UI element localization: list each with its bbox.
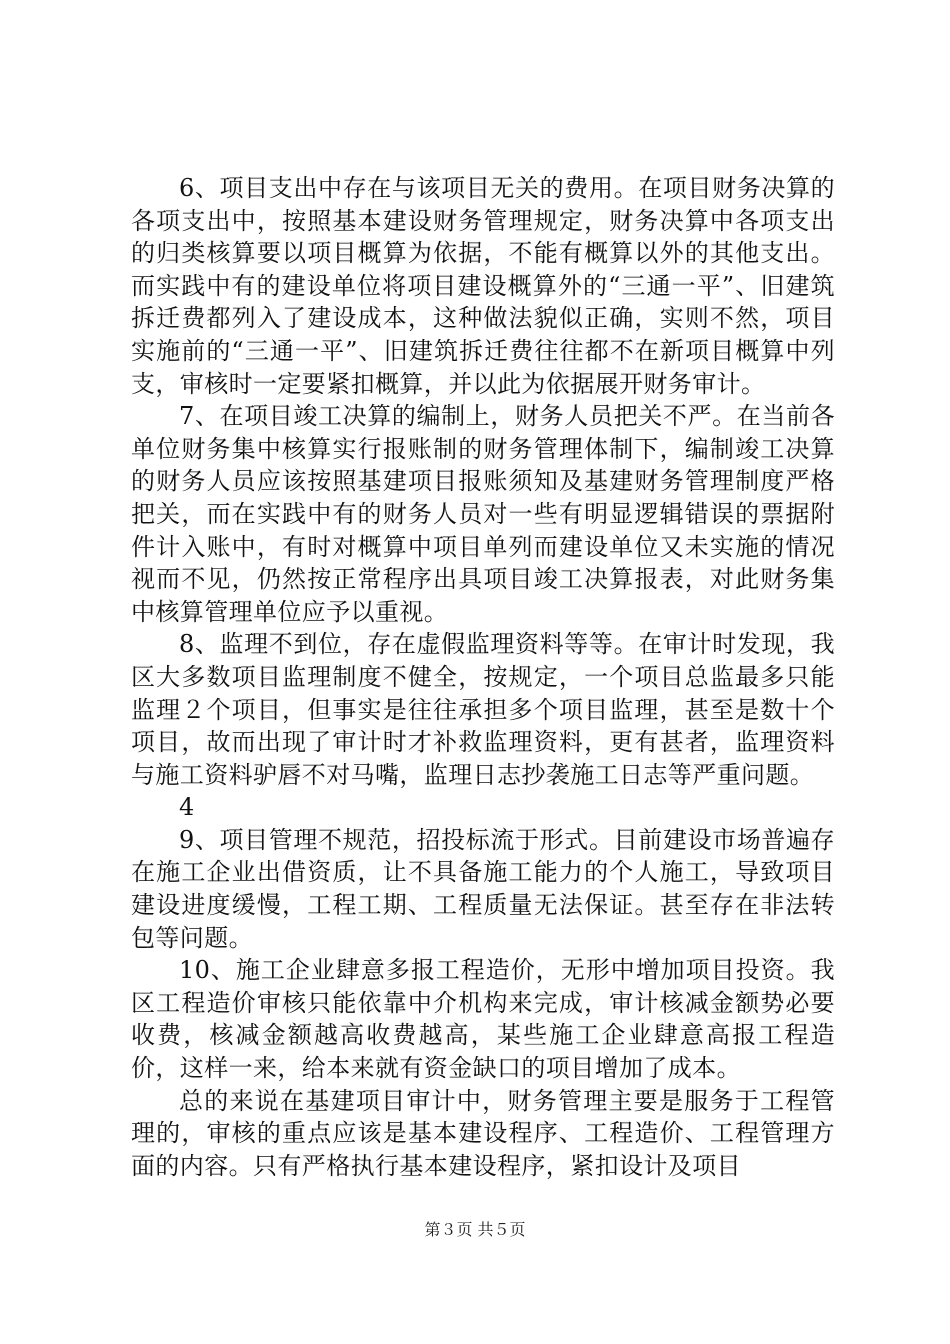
paragraph-item-6: 6、项目支出中存在与该项目无关的费用。在项目财务决算的各项支出中，按照基本建设财务管理规定，财务决算中各项支出的归类核算要以项目概算为依据，不能有概算以外的其他支出。而实践中有的建设单位将项目建设概算外的“三通一平”、旧建筑拆迁费都列入了建设成本，这种做法貌似正确，实则不然，项目实施前的“三通一平”、旧建筑拆迁费往往都不在新项目概算中列支，审核时一定要紧扣概算，并以此为依据展开财务审计。 bbox=[131, 174, 835, 398]
paragraph-item-9: 9、项目管理不规范，招投标流于形式。目前建设市场普遍存在施工企业出借资质，让不具备施工能力的个人施工，导致项目建设进度缓慢，工程工期、工程质量无法保证。甚至存在非法转包等问题。 bbox=[131, 825, 835, 952]
paragraph-item-8: 8、监理不到位，存在虚假监理资料等等。在审计时发现，我区大多数项目监理制度不健全，按规定，一个项目总监最多只能监理２个项目，但事实是往往承担多个项目监理，甚至是数十个项目，故而出现了审计时才补救监理资料，更有甚者，监理资料与施工资料驴唇不对马嘴，监理日志抄袭施工日志等严重问题。 bbox=[131, 630, 835, 789]
inline-page-number: 4 bbox=[179, 793, 195, 822]
paragraph-summary: 总的来说在基建项目审计中，财务管理主要是服务于工程管理的，审核的重点应该是基本建设程序、工程造价、工程管理方面的内容。只有严格执行基本建设程序，紧扣设计及项目 bbox=[131, 1086, 835, 1180]
page-footer: 第３页 共５页 bbox=[424, 1220, 526, 1239]
paragraph-item-10: 10、施工企业肆意多报工程造价，无形中增加项目投资。我区工程造价审核只能依靠中介机构来完成，审计核减金额势必要收费，核减金额越高收费越高，某些施工企业肆意高报工程造价，这样一来，给本来就有资金缺口的项目增加了成本。 bbox=[131, 956, 835, 1083]
document-body bbox=[131, 172, 835, 1182]
paragraph-item-7: 7、在项目竣工决算的编制上，财务人员把关不严。在当前各单位财务集中核算实行报账制的财务管理体制下，编制竣工决算的财务人员应该按照基建项目报账须知及基建财务管理制度严格把关，而在实践中有的财务人员对一些有明显逻辑错误的票据附件计入账中，有时对概算中项目单列而建设单位又未实施的情况视而不见，仍然按正常程序出具项目竣工决算报表，对此财务集中核算管理单位应予以重视。 bbox=[131, 402, 835, 626]
